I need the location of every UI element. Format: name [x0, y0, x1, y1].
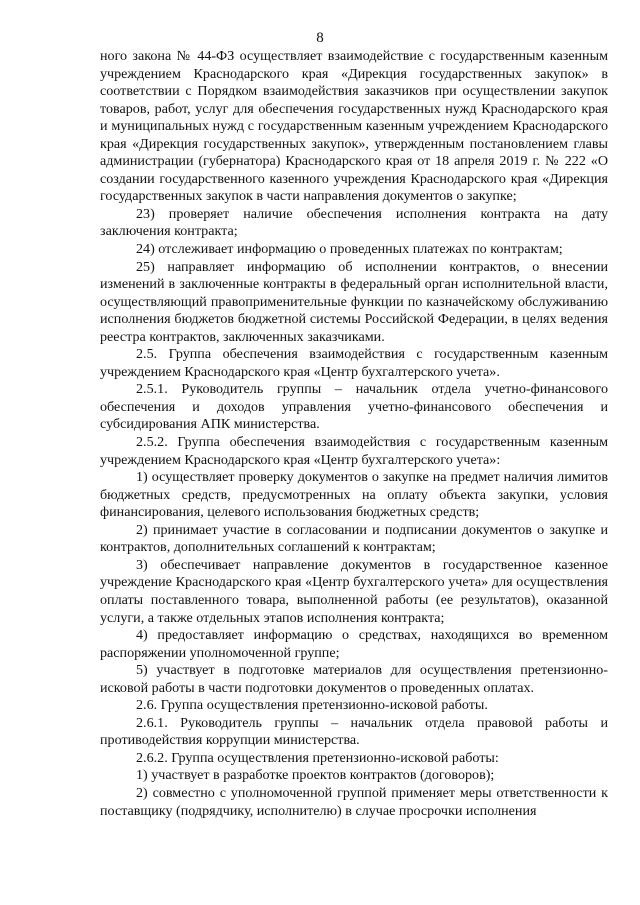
paragraph-item-23: 23) проверяет наличие обеспечения исполнения контракта на дату заключения контракта; — [100, 205, 608, 240]
paragraph-section-2-5-2: 2.5.2. Группа обеспечения взаимодействия с государственным казенным учреждением Краснодарского края «Центр бухгалтерского учета»: — [100, 434, 608, 468]
paragraph-section-2-6-1: 2.6.1. Руководитель группы – начальник отдела правовой работы и противодействия коррупции министерства. — [100, 714, 608, 749]
paragraph-item-25: 25) направляет информацию об исполнении контрактов, о внесении изменений в заключенные контракты в федеральный орган исполнительной власти, осуществляющий правоприменительные функции по казначейскому обслуживанию исполнения бюджетов бюджетной системы Российской Федерации, в целях ведения реестра контрактов, заключенных заказчиками. — [100, 258, 608, 345]
document-body — [100, 48, 608, 820]
paragraph-2-5-2-item-3: 3) обеспечивает направление документов в государственное казенное учреждение Краснодарского края «Центр бухгалтерского учета» для осуществления оплаты поставленного товара, выполненной работы (ее результатов), оказанной услуги, а также отдельных этапов исполнения контракта; — [100, 556, 608, 626]
paragraph-2-5-2-item-5: 5) участвует в подготовке материалов для осуществления претензионно-исковой работы в части подготовки документов о проведенных оплатах. — [100, 662, 608, 696]
paragraph-2-5-2-item-1: 1) осуществляет проверку документов о закупке на предмет наличия лимитов бюджетных средств, предусмотренных на оплату объекта закупки, условия финансирования, целевого использования бюджетных средств; — [100, 469, 608, 521]
page-number: 8 — [316, 30, 324, 46]
paragraph-2-5-2-item-2: 2) принимает участие в согласовании и подписании документов о закупке и контрактов, дополнительных соглашений к контрактам; — [100, 521, 608, 556]
paragraph-2-6-2-item-1: 1) участвует в разработке проектов контрактов (договоров); — [136, 767, 495, 784]
paragraph-2-5-2-item-4: 4) предоставляет информацию о средствах, находящихся во временном распоряжении уполномоченной группе; — [100, 627, 608, 661]
paragraph-section-2-5-1: 2.5.1. Руководитель группы – начальник отдела учетно-финансового обеспечения и доходов управления учетно-финансового обеспечения и субсидирования АПК министерства. — [100, 381, 608, 433]
paragraph-section-2-5: 2.5. Группа обеспечения взаимодействия с государственным казенным учреждением Краснодарского края «Центр бухгалтерского учета». — [100, 346, 608, 380]
paragraph-section-2-6: 2.6. Группа осуществления претензионно-исковой работы. — [136, 697, 488, 714]
paragraph-item-24: 24) отслеживает информацию о проведенных платежах по контрактам; — [136, 241, 563, 258]
paragraph-2-6-2-item-2: 2) совместно с уполномоченной группой применяет меры ответственности к поставщику (подрядчику, исполнителю) в случае просрочки исполнения — [100, 784, 608, 819]
paragraph-section-2-6-2: 2.6.2. Группа осуществления претензионно-исковой работы: — [136, 749, 499, 766]
paragraph-continuation: ного закона № 44-ФЗ осуществляет взаимодействие с государственным казенным учреждением Краснодарского края «Дирекция государственных закупок» в соответствии с Порядком взаимодействия заказчиков при осуществлении закупок товаров, работ, услуг для обеспечения государственных нужд Краснодарского края и муниципальных нужд с государственным казенным учреждением Краснодарского края «Дирекция государственных закупок», утвержденным постановлением главы администрации (губернатора) Краснодарского края от 18 апреля 2019 г. № 222 «О создании государственного казенного учреждения Краснодарского края «Дирекция государственных закупок в части направления документов о закупке; — [100, 48, 608, 205]
